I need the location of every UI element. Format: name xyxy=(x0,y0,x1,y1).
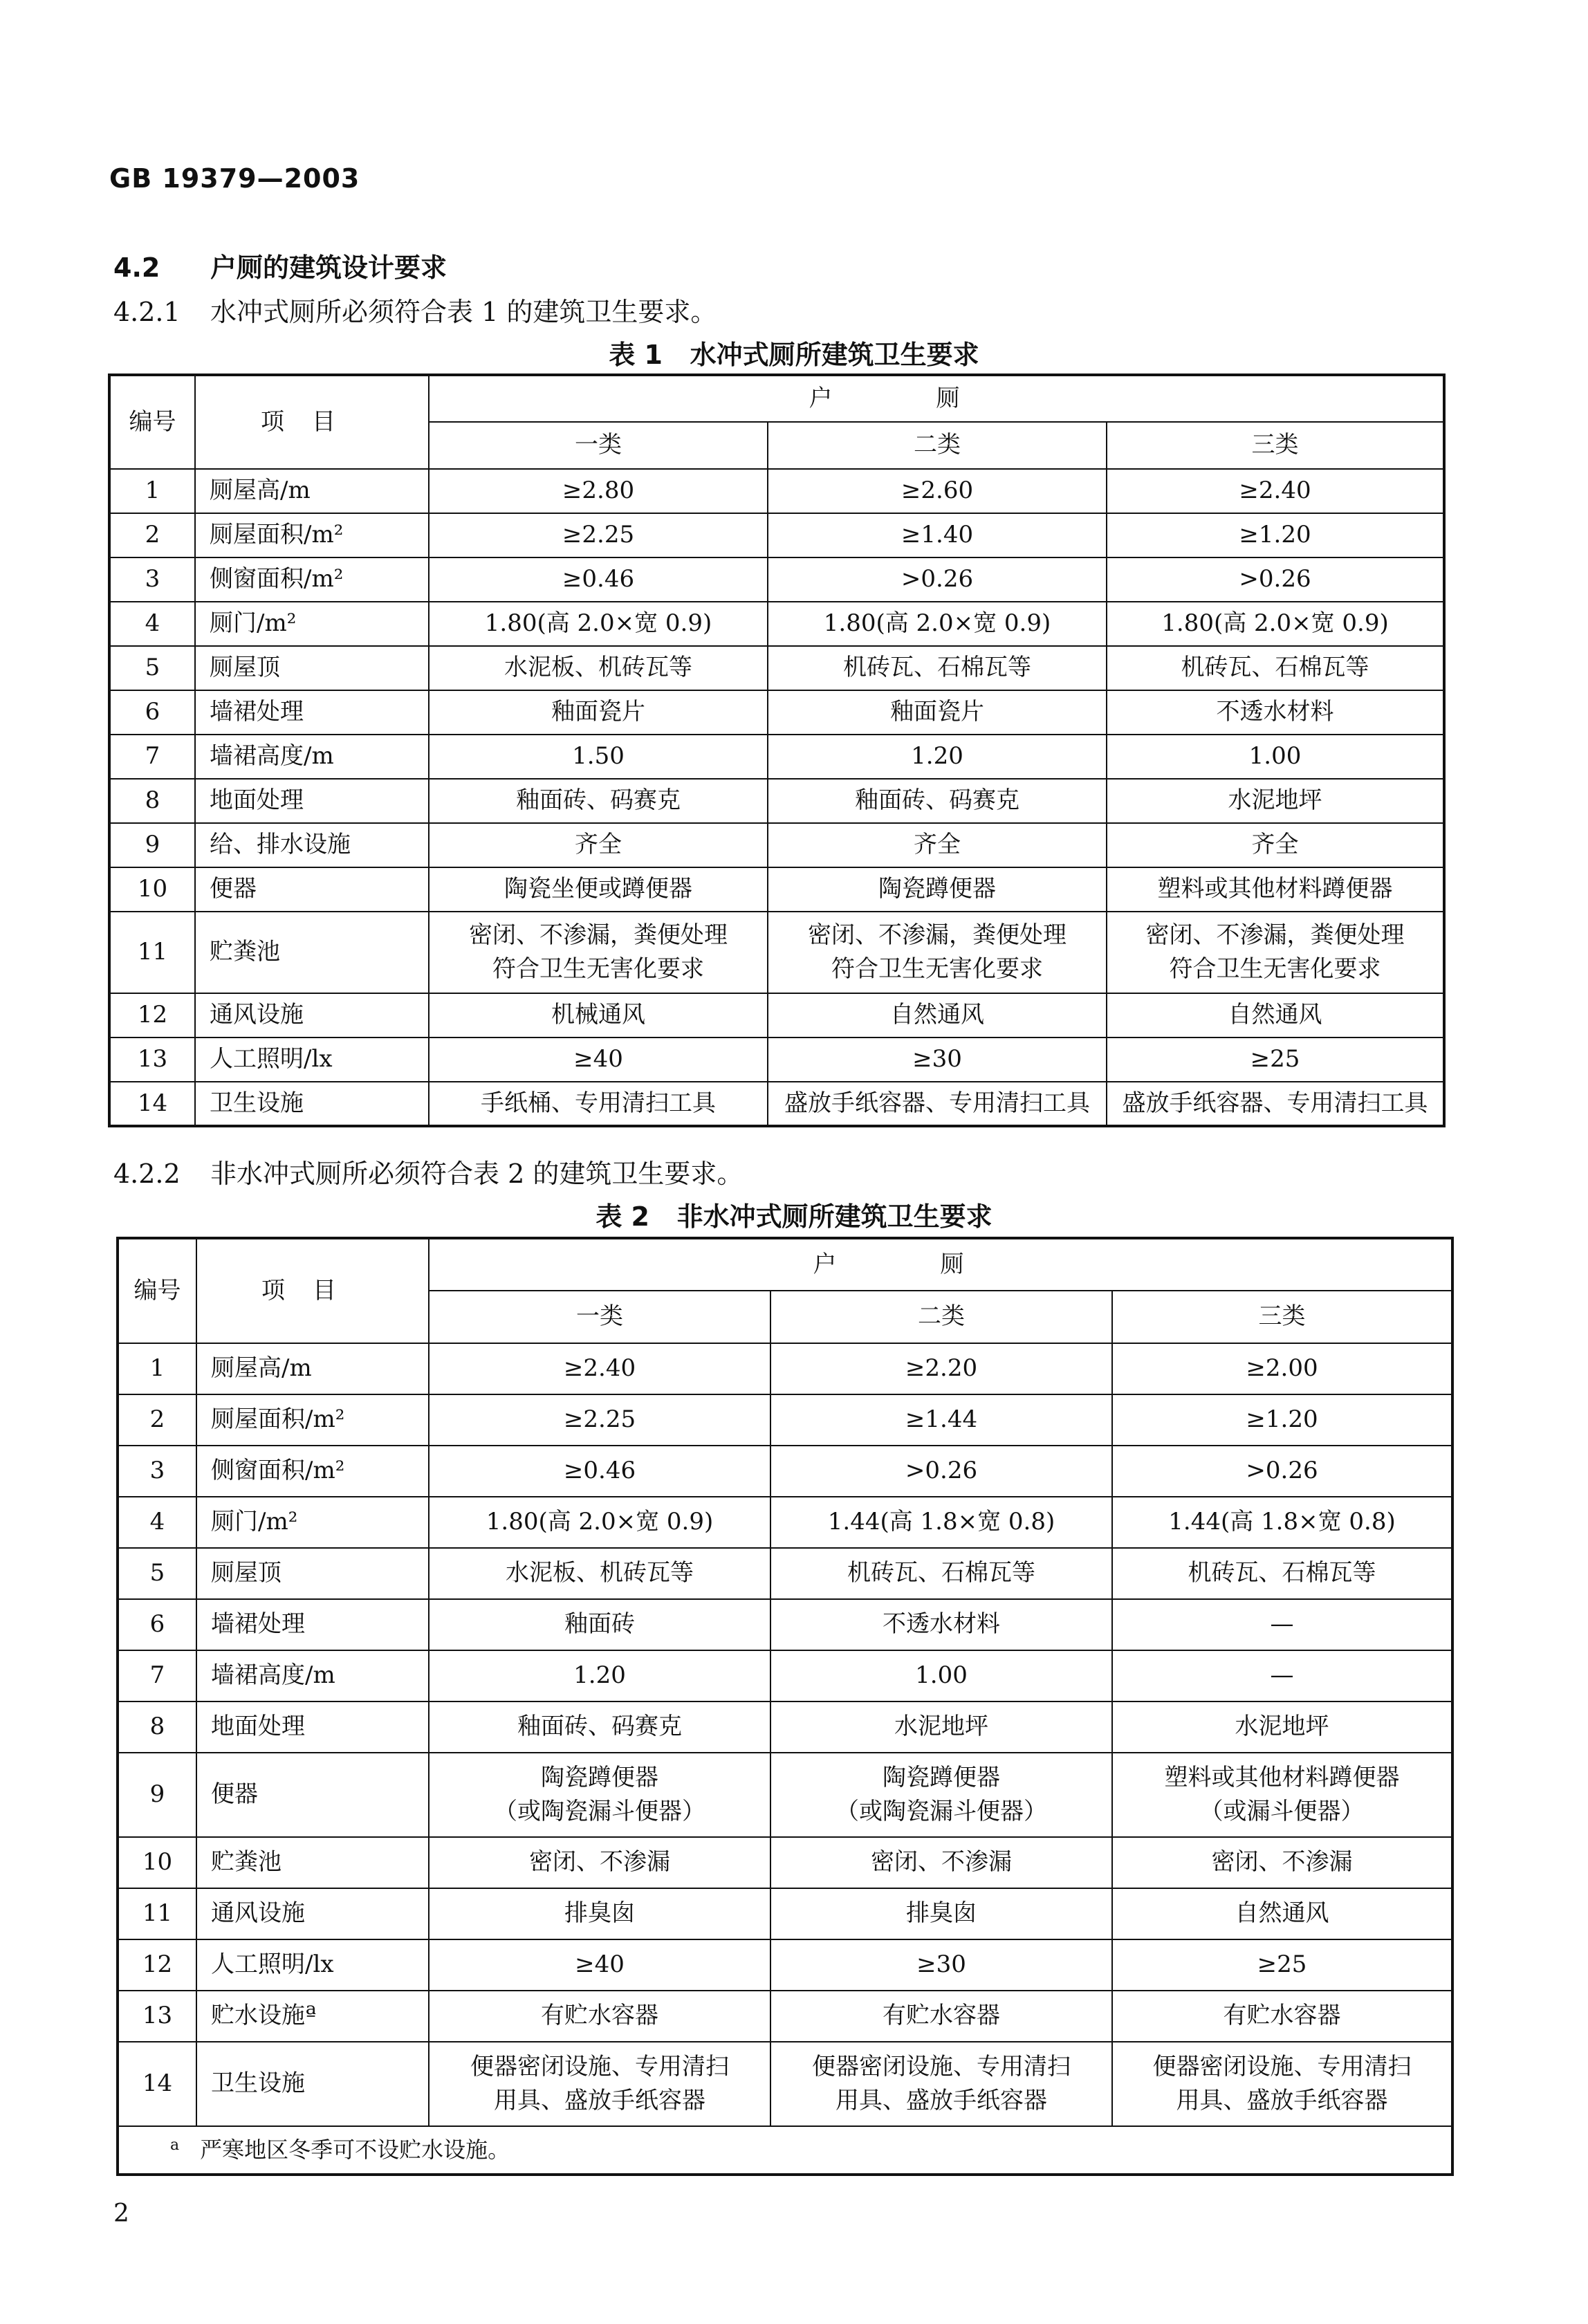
table-row xyxy=(109,779,1444,823)
row-number: 4 xyxy=(109,602,195,646)
row-number: 5 xyxy=(118,1548,196,1599)
row-number: 9 xyxy=(109,823,195,867)
cell-class-3: 水泥地坪 xyxy=(1107,779,1444,823)
table-row xyxy=(118,1599,1452,1650)
clause-number: 4.2.2 xyxy=(113,1159,181,1189)
row-item: 通风设施 xyxy=(195,993,429,1038)
row-number: 7 xyxy=(109,735,195,779)
header-class-1: 一类 xyxy=(429,422,768,469)
cell-class-3: 自然通风 xyxy=(1107,993,1444,1038)
cell-line: 符合卫生无害化要求 xyxy=(1169,955,1381,983)
cell-class-2: ≥1.40 xyxy=(768,513,1107,557)
row-number: 9 xyxy=(118,1753,196,1837)
row-item: 墙裙高度/m xyxy=(196,1650,429,1702)
row-item: 便器 xyxy=(195,867,429,912)
cell-class-1: 手纸桶、专用清扫工具 xyxy=(429,1082,768,1126)
row-number: 1 xyxy=(118,1343,196,1394)
cell-line: 用具、盛放手纸容器 xyxy=(835,2087,1047,2114)
table-row xyxy=(109,469,1444,513)
standard-number: GB 19379—2003 xyxy=(109,163,360,194)
header-no: 编号 xyxy=(109,375,195,469)
row-item: 人工照明/lx xyxy=(196,1939,429,1991)
cell-class-1: ≥40 xyxy=(429,1939,770,1991)
cell-class-1: 釉面砖、码赛克 xyxy=(429,1702,770,1753)
cell-class-3: 齐全 xyxy=(1107,823,1444,867)
row-number: 7 xyxy=(118,1650,196,1702)
cell-class-3: >0.26 xyxy=(1112,1446,1452,1497)
cell-class-1: ≥0.46 xyxy=(429,557,768,602)
cell-line: 用具、盛放手纸容器 xyxy=(494,2087,705,2114)
cell-class-3: 不透水材料 xyxy=(1107,690,1444,735)
row-item: 便器 xyxy=(196,1753,429,1837)
cell-class-1: ≥40 xyxy=(429,1038,768,1082)
table-row xyxy=(118,1446,1452,1497)
row-item: 墙裙高度/m xyxy=(195,735,429,779)
row-item: 厕屋顶 xyxy=(195,646,429,690)
header-household-toilet: 户厕 xyxy=(429,375,1444,422)
table2-caption: 表 2 非水冲式厕所建筑卫生要求 xyxy=(596,1201,992,1232)
cell-class-3: ≥25 xyxy=(1112,1939,1452,1991)
section-number: 4.2 xyxy=(113,252,160,283)
cell-class-3: ≥2.40 xyxy=(1107,469,1444,513)
header-item: 项目 xyxy=(195,375,429,469)
table-row xyxy=(118,1991,1452,2042)
row-item: 贮水设施ª xyxy=(196,1991,429,2042)
row-item: 厕屋高/m xyxy=(196,1343,429,1394)
cell-class-3 xyxy=(1112,2042,1452,2126)
table-row xyxy=(109,602,1444,646)
cell-class-2: 陶瓷蹲便器 xyxy=(768,867,1107,912)
row-number: 11 xyxy=(109,912,195,993)
clause-number: 4.2.1 xyxy=(113,297,181,327)
cell-line: 塑料或其他材料蹲便器 xyxy=(1164,1763,1400,1791)
cell-class-3: 1.44(高 1.8×宽 0.8) xyxy=(1112,1497,1452,1548)
cell-class-2: >0.26 xyxy=(770,1446,1112,1497)
cell-class-2: 1.20 xyxy=(768,735,1107,779)
table-row xyxy=(118,1497,1452,1548)
cell-line: 符合卫生无害化要求 xyxy=(831,955,1043,983)
row-number: 13 xyxy=(118,1991,196,2042)
cell-class-2: 齐全 xyxy=(768,823,1107,867)
cell-class-1: 有贮水容器 xyxy=(429,1991,770,2042)
row-item: 卫生设施 xyxy=(195,1082,429,1126)
table-row xyxy=(109,690,1444,735)
row-item: 通风设施 xyxy=(196,1888,429,1939)
cell-class-1: 釉面瓷片 xyxy=(429,690,768,735)
cell-line: 密闭、不渗漏，粪便处理 xyxy=(808,921,1067,949)
header-class-2: 二类 xyxy=(768,422,1107,469)
row-number: 10 xyxy=(118,1837,196,1888)
row-item: 给、排水设施 xyxy=(195,823,429,867)
cell-class-2: 1.80(高 2.0×宽 0.9) xyxy=(768,602,1107,646)
cell-class-3 xyxy=(1107,912,1444,993)
cell-class-2: 密闭、不渗漏 xyxy=(770,1837,1112,1888)
row-number: 5 xyxy=(109,646,195,690)
row-number: 10 xyxy=(109,867,195,912)
cell-class-2: ≥1.44 xyxy=(770,1394,1112,1446)
cell-class-2: ≥2.60 xyxy=(768,469,1107,513)
clause-4-2-1 xyxy=(113,290,717,329)
cell-class-2: 1.00 xyxy=(770,1650,1112,1702)
cell-class-2: 机砖瓦、石棉瓦等 xyxy=(770,1548,1112,1599)
row-item: 侧窗面积/m² xyxy=(196,1446,429,1497)
row-number: 3 xyxy=(118,1446,196,1497)
row-number: 3 xyxy=(109,557,195,602)
cell-class-2: ≥30 xyxy=(770,1939,1112,1991)
row-item: 卫生设施 xyxy=(196,2042,429,2126)
header-class-3: 三类 xyxy=(1112,1291,1452,1343)
cell-class-2: ≥30 xyxy=(768,1038,1107,1082)
header-household-toilet: 户厕 xyxy=(429,1238,1452,1291)
row-item: 厕门/m² xyxy=(196,1497,429,1548)
table-row xyxy=(109,993,1444,1038)
table-row xyxy=(109,1038,1444,1082)
cell-line: 用具、盛放手纸容器 xyxy=(1176,2087,1388,2114)
table1 xyxy=(108,374,1446,1127)
cell-class-1: 釉面砖、码赛克 xyxy=(429,779,768,823)
clause-4-2-2 xyxy=(113,1152,743,1190)
cell-class-1 xyxy=(429,2042,770,2126)
table-row xyxy=(118,1702,1452,1753)
row-number: 11 xyxy=(118,1888,196,1939)
cell-class-2: >0.26 xyxy=(768,557,1107,602)
cell-line: 陶瓷蹲便器 xyxy=(541,1763,658,1791)
row-item: 厕屋面积/m² xyxy=(196,1394,429,1446)
table-row xyxy=(118,1753,1452,1837)
table-row xyxy=(109,912,1444,993)
cell-line: 密闭、不渗漏，粪便处理 xyxy=(1145,921,1405,949)
cell-class-1: 釉面砖 xyxy=(429,1599,770,1650)
row-item: 厕屋面积/m² xyxy=(195,513,429,557)
row-number: 12 xyxy=(118,1939,196,1991)
cell-class-3: 水泥地坪 xyxy=(1112,1702,1452,1753)
cell-class-1 xyxy=(429,1753,770,1837)
row-item: 侧窗面积/m² xyxy=(195,557,429,602)
row-item: 人工照明/lx xyxy=(195,1038,429,1082)
row-number: 1 xyxy=(109,469,195,513)
cell-class-1: 齐全 xyxy=(429,823,768,867)
cell-class-1: 机械通风 xyxy=(429,993,768,1038)
row-item: 地面处理 xyxy=(196,1702,429,1753)
table-row xyxy=(118,1548,1452,1599)
cell-class-1: ≥2.40 xyxy=(429,1343,770,1394)
header-class-1: 一类 xyxy=(429,1291,770,1343)
cell-line: 陶瓷蹲便器 xyxy=(883,1763,1000,1791)
row-number: 12 xyxy=(109,993,195,1038)
cell-class-3: >0.26 xyxy=(1107,557,1444,602)
table-row xyxy=(109,867,1444,912)
cell-class-3: 有贮水容器 xyxy=(1112,1991,1452,2042)
cell-class-3: ≥1.20 xyxy=(1107,513,1444,557)
cell-line: （或陶瓷漏斗便器） xyxy=(835,1798,1047,1825)
cell-class-1: 1.80(高 2.0×宽 0.9) xyxy=(429,602,768,646)
cell-class-2 xyxy=(768,912,1107,993)
footnote-text: 严寒地区冬季可不设贮水设施。 xyxy=(200,2137,510,2164)
cell-class-3: 密闭、不渗漏 xyxy=(1112,1837,1452,1888)
row-number: 4 xyxy=(118,1497,196,1548)
cell-class-1: 水泥板、机砖瓦等 xyxy=(429,646,768,690)
cell-class-2 xyxy=(770,1753,1112,1837)
cell-class-2: 水泥地坪 xyxy=(770,1702,1112,1753)
cell-class-3: — xyxy=(1112,1650,1452,1702)
row-item: 贮粪池 xyxy=(195,912,429,993)
cell-class-1: ≥2.80 xyxy=(429,469,768,513)
cell-line: 密闭、不渗漏，粪便处理 xyxy=(469,921,728,949)
table2-footnote xyxy=(118,2126,1452,2175)
cell-line: 便器密闭设施、专用清扫 xyxy=(470,2052,729,2081)
cell-class-3: 自然通风 xyxy=(1112,1888,1452,1939)
table2 xyxy=(116,1237,1454,2176)
cell-class-2: 机砖瓦、石棉瓦等 xyxy=(768,646,1107,690)
cell-class-3: 盛放手纸容器、专用清扫工具 xyxy=(1107,1082,1444,1126)
cell-class-2 xyxy=(770,2042,1112,2126)
cell-class-1: 陶瓷坐便或蹲便器 xyxy=(429,867,768,912)
row-item: 厕门/m² xyxy=(195,602,429,646)
table-row xyxy=(118,1888,1452,1939)
cell-line: 便器密闭设施、专用清扫 xyxy=(1152,2052,1412,2081)
table-row xyxy=(118,1650,1452,1702)
cell-class-1: 1.50 xyxy=(429,735,768,779)
cell-class-1 xyxy=(429,912,768,993)
cell-class-2: 盛放手纸容器、专用清扫工具 xyxy=(768,1082,1107,1126)
row-item: 厕屋顶 xyxy=(196,1548,429,1599)
cell-class-1: 水泥板、机砖瓦等 xyxy=(429,1548,770,1599)
cell-class-1: ≥2.25 xyxy=(429,513,768,557)
table-row xyxy=(109,735,1444,779)
cell-class-2: ≥2.20 xyxy=(770,1343,1112,1394)
cell-class-3 xyxy=(1112,1753,1452,1837)
table-row xyxy=(118,2042,1452,2126)
row-number: 8 xyxy=(118,1702,196,1753)
row-item: 贮粪池 xyxy=(196,1837,429,1888)
cell-class-3: 1.00 xyxy=(1107,735,1444,779)
table-row xyxy=(109,646,1444,690)
cell-class-3: 塑料或其他材料蹲便器 xyxy=(1107,867,1444,912)
cell-line: （或漏斗便器） xyxy=(1199,1798,1365,1825)
table1-caption: 表 1 水冲式厕所建筑卫生要求 xyxy=(609,340,979,370)
cell-class-1: ≥2.25 xyxy=(429,1394,770,1446)
cell-class-2: 釉面砖、码赛克 xyxy=(768,779,1107,823)
row-number: 2 xyxy=(118,1394,196,1446)
cell-class-2: 不透水材料 xyxy=(770,1599,1112,1650)
cell-class-3: 机砖瓦、石棉瓦等 xyxy=(1107,646,1444,690)
table-row xyxy=(118,1343,1452,1394)
clause-text: 非水冲式厕所必须符合表 2 的建筑卫生要求。 xyxy=(210,1159,744,1189)
row-number: 2 xyxy=(109,513,195,557)
row-item: 厕屋高/m xyxy=(195,469,429,513)
clause-text: 水冲式厕所必须符合表 1 的建筑卫生要求。 xyxy=(210,297,717,327)
row-item: 墙裙处理 xyxy=(195,690,429,735)
cell-class-1: 1.20 xyxy=(429,1650,770,1702)
cell-class-2: 排臭囱 xyxy=(770,1888,1112,1939)
cell-class-1: 密闭、不渗漏 xyxy=(429,1837,770,1888)
table-row xyxy=(109,557,1444,602)
cell-class-3: ≥2.00 xyxy=(1112,1343,1452,1394)
table-row xyxy=(109,1082,1444,1126)
row-number: 6 xyxy=(109,690,195,735)
row-number: 6 xyxy=(118,1599,196,1650)
row-number: 8 xyxy=(109,779,195,823)
cell-class-2: 釉面瓷片 xyxy=(768,690,1107,735)
table-row xyxy=(109,823,1444,867)
cell-class-2: 有贮水容器 xyxy=(770,1991,1112,2042)
cell-class-1: 1.80(高 2.0×宽 0.9) xyxy=(429,1497,770,1548)
table-row xyxy=(109,513,1444,557)
section-title: 户厕的建筑设计要求 xyxy=(210,252,447,283)
table-row xyxy=(118,1394,1452,1446)
section-heading xyxy=(113,246,447,284)
row-item: 地面处理 xyxy=(195,779,429,823)
table-row xyxy=(118,1939,1452,1991)
cell-line: 便器密闭设施、专用清扫 xyxy=(812,2052,1071,2081)
row-item: 墙裙处理 xyxy=(196,1599,429,1650)
header-class-3: 三类 xyxy=(1107,422,1444,469)
footnote-mark: a xyxy=(170,2136,180,2154)
cell-class-3: ≥1.20 xyxy=(1112,1394,1452,1446)
cell-class-3: 1.80(高 2.0×宽 0.9) xyxy=(1107,602,1444,646)
cell-class-3: 机砖瓦、石棉瓦等 xyxy=(1112,1548,1452,1599)
row-number: 13 xyxy=(109,1038,195,1082)
cell-class-1: 排臭囱 xyxy=(429,1888,770,1939)
cell-line: 符合卫生无害化要求 xyxy=(492,955,704,983)
table-row xyxy=(118,1837,1452,1888)
cell-class-1: ≥0.46 xyxy=(429,1446,770,1497)
cell-line: （或陶瓷漏斗便器） xyxy=(494,1798,705,1825)
cell-class-3: ≥25 xyxy=(1107,1038,1444,1082)
page-number: 2 xyxy=(113,2200,129,2228)
row-number: 14 xyxy=(118,2042,196,2126)
header-class-2: 二类 xyxy=(770,1291,1112,1343)
cell-class-3: — xyxy=(1112,1599,1452,1650)
cell-class-2: 自然通风 xyxy=(768,993,1107,1038)
cell-class-2: 1.44(高 1.8×宽 0.8) xyxy=(770,1497,1112,1548)
header-item: 项目 xyxy=(196,1238,429,1343)
header-no: 编号 xyxy=(118,1238,196,1343)
row-number: 14 xyxy=(109,1082,195,1126)
